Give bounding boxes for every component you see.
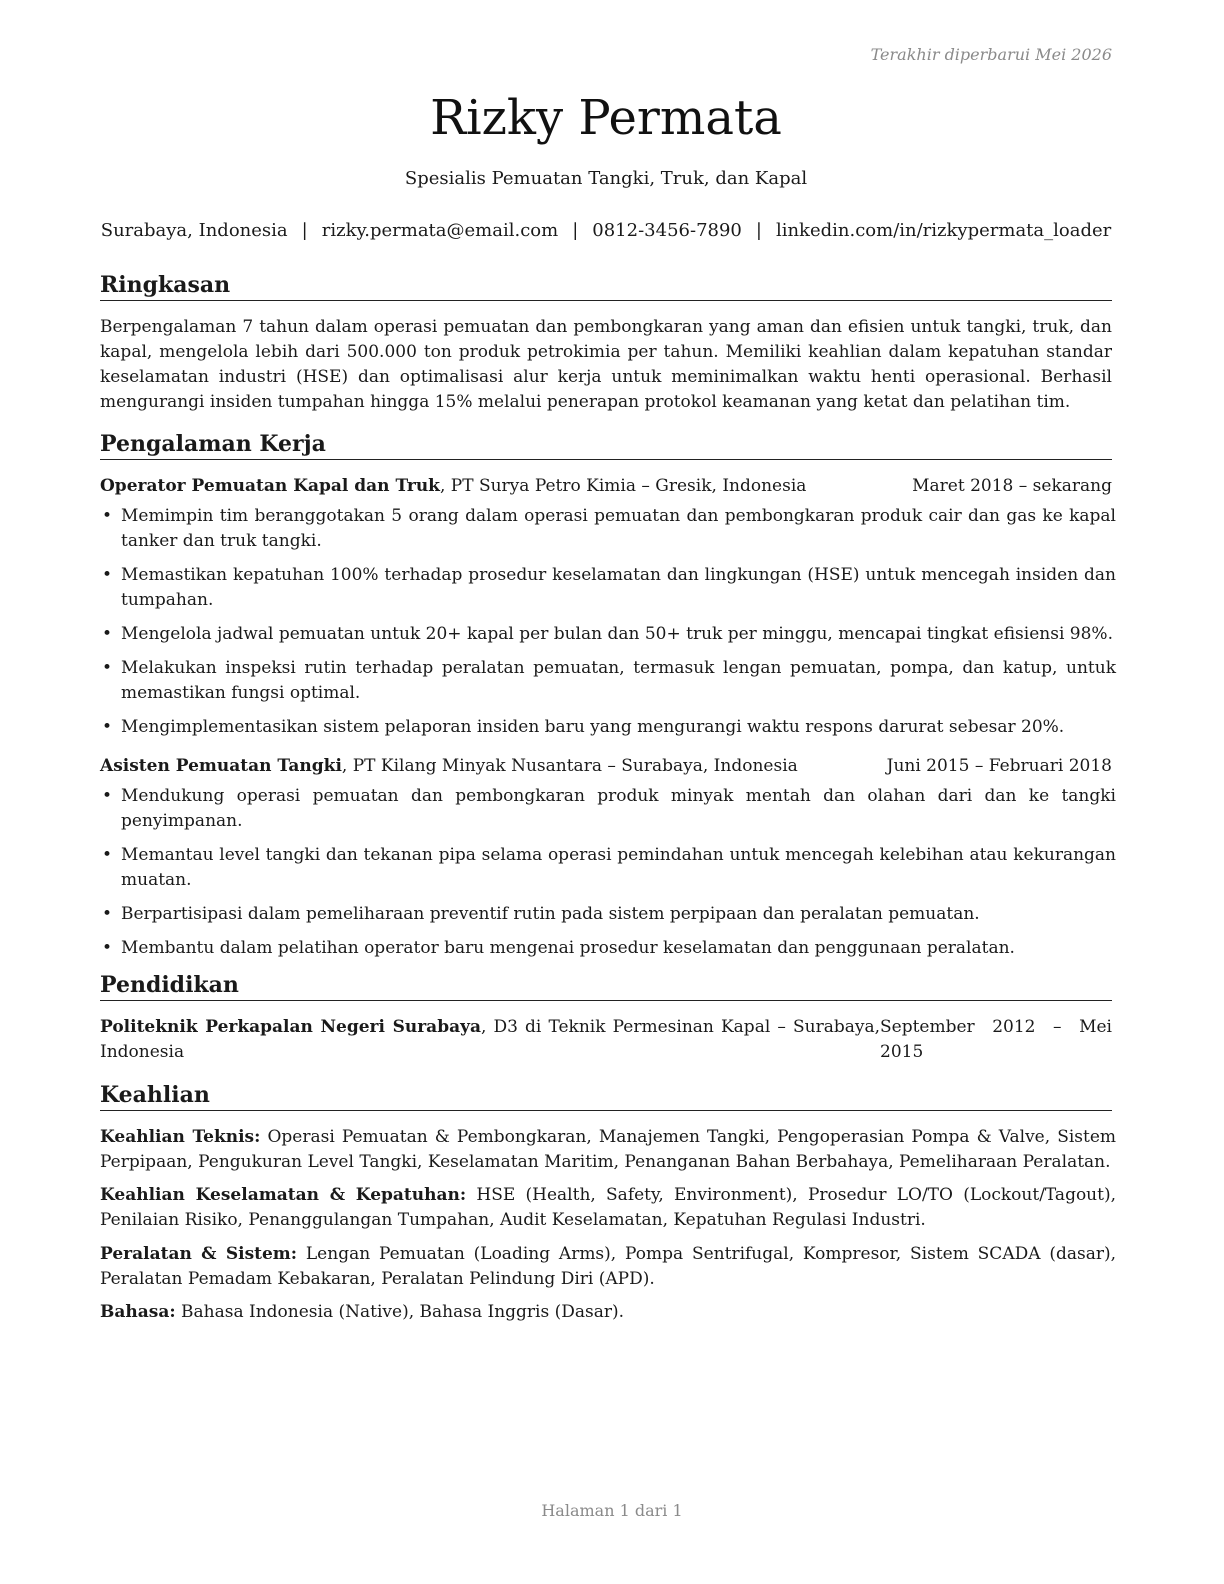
- contact-separator: |: [755, 220, 762, 241]
- bullet-item: [100, 715, 1116, 740]
- contact-location: Surabaya, Indonesia: [100, 220, 288, 241]
- bullet-dot: •: [102, 506, 113, 526]
- candidate-title: Spesialis Pemuatan Tangki, Truk, dan Kapal: [404, 168, 808, 189]
- job-role: Asisten Pemuatan Tangki: [100, 756, 342, 776]
- job-header: [100, 754, 1112, 779]
- education-entry: [100, 1015, 1112, 1065]
- contact-linkedin[interactable]: linkedin.com/in/rizkypermata_loader: [775, 220, 1112, 241]
- skill-label: Keahlian Teknis:: [100, 1127, 261, 1147]
- skill-group: [100, 1183, 1116, 1233]
- bullet-item: [100, 656, 1116, 706]
- skill-text: Lengan Pemuatan (Loading Arms), Pompa Sentrifugal, Kompresor, Sistem SCADA (dasar), Peralatan Pemadam Kebakaran, Peralatan Pelindung Diri (APD).: [100, 1244, 1116, 1289]
- bullet-dot: •: [102, 845, 113, 865]
- job-bullets: [100, 504, 1116, 749]
- job-company: , PT Kilang Minyak Nusantara – Surabaya, Indonesia: [341, 756, 798, 776]
- skill-group: [100, 1300, 1116, 1325]
- bullet-text: Memastikan kepatuhan 100% terhadap prosedur keselamatan dan lingkungan (HSE) untuk mencegah insiden dan tumpahan.: [121, 565, 1116, 610]
- contact-separator: |: [572, 220, 579, 241]
- section-title-experience: Pengalaman Kerja: [100, 429, 1112, 460]
- candidate-name: Rizky Permata: [430, 90, 782, 146]
- skill-label: Peralatan & Sistem:: [100, 1244, 298, 1264]
- section-title-summary: Ringkasan: [100, 270, 1112, 301]
- bullet-dot: •: [102, 624, 113, 644]
- skill-text: Bahasa Indonesia (Native), Bahasa Inggris (Dasar).: [175, 1302, 625, 1322]
- skill-label: Keahlian Keselamatan & Kepatuhan:: [100, 1185, 467, 1205]
- education-school: Politeknik Perkapalan Negeri Surabaya: [100, 1017, 481, 1037]
- skill-text: Operasi Pemuatan & Pembongkaran, Manajemen Tangki, Pengoperasian Pompa & Valve, Sistem Perpipaan, Pengukuran Level Tangki, Keselamatan Maritim, Penanganan Bahan Berbahaya, Pemeliharaan Peralatan.: [100, 1127, 1117, 1172]
- skill-group: [100, 1125, 1116, 1175]
- bullet-item: [100, 622, 1116, 647]
- bullet-dot: •: [102, 786, 113, 806]
- job-dates: Maret 2018 – sekarang: [912, 476, 1112, 496]
- contact-separator: |: [301, 220, 308, 241]
- bullet-text: Mengelola jadwal pemuatan untuk 20+ kapal per bulan dan 50+ truk per minggu, mencapai tingkat efisiensi 98%.: [121, 624, 1113, 644]
- bullet-dot: •: [102, 658, 113, 678]
- bullet-item: [100, 902, 1116, 927]
- job-title-line: [100, 754, 798, 779]
- education-institution: [100, 1015, 880, 1065]
- bullet-dot: •: [102, 717, 113, 737]
- job-dates: Juni 2015 – Februari 2018: [886, 756, 1112, 776]
- bullet-dot: •: [102, 565, 113, 585]
- job-title-line: [100, 474, 806, 499]
- section-title-education: Pendidikan: [100, 970, 1112, 1001]
- bullet-item: [100, 843, 1116, 893]
- section-title-skills: Keahlian: [100, 1080, 1112, 1111]
- bullet-text: Memimpin tim beranggotakan 5 orang dalam operasi pemuatan dan pembongkaran produk cair dan gas ke kapal tanker dan truk tangki.: [121, 506, 1116, 551]
- education-dates: September 2012 – Mei 2015: [880, 1017, 1112, 1062]
- summary-text: Berpengalaman 7 tahun dalam operasi pemuatan dan pembongkaran yang aman dan efisien untuk tangki, truk, dan kapal, mengelola lebih dari 500.000 ton produk petrokimia per tahun. Memiliki keahlian dalam kepatuhan standar keselamatan industri (HSE) dan optimalisasi alur kerja untuk meminimalkan waktu henti operasional. Berhasil mengurangi insiden tumpahan hingga 15% melalui penerapan protokol keamanan yang ketat dan pelatihan tim.: [100, 317, 1112, 412]
- contact-phone: 0812-3456-7890: [592, 220, 742, 241]
- education-detail: , D3 di Teknik Permesinan Kapal – Surabaya, Indonesia: [100, 1017, 880, 1062]
- bullet-text: Memantau level tangki dan tekanan pipa selama operasi pemindahan untuk mencegah kelebihan atau kekurangan muatan.: [121, 845, 1116, 890]
- job-role: Operator Pemuatan Kapal dan Truk: [100, 476, 440, 496]
- page-number: Halaman 1 dari 1: [541, 1501, 683, 1520]
- bullet-item: [100, 504, 1116, 554]
- bullet-text: Melakukan inspeksi rutin terhadap peralatan pemuatan, termasuk lengan pemuatan, pompa, dan katup, untuk memastikan fungsi optimal.: [121, 658, 1116, 703]
- bullet-item: [100, 784, 1116, 834]
- skill-label: Bahasa:: [100, 1302, 176, 1322]
- skill-text: HSE (Health, Safety, Environment), Prosedur LO/TO (Lockout/Tagout), Penilaian Risiko, Penanggulangan Tumpahan, Audit Keselamatan, Kepatuhan Regulasi Industri.: [100, 1185, 1117, 1230]
- bullet-text: Membantu dalam pelatihan operator baru mengenai prosedur keselamatan dan penggunaan peralatan.: [121, 938, 1015, 958]
- bullet-text: Berpartisipasi dalam pemeliharaan preventif rutin pada sistem perpipaan dan peralatan pemuatan.: [121, 904, 980, 924]
- job-header: [100, 474, 1112, 499]
- bullet-text: Mendukung operasi pemuatan dan pembongkaran produk minyak mentah dan olahan dari dan ke tangki penyimpanan.: [121, 786, 1116, 831]
- job-bullets: [100, 784, 1116, 970]
- contact-email[interactable]: rizky.permata@email.com: [321, 220, 559, 241]
- last-updated-note: Terakhir diperbarui Mei 2026: [870, 45, 1112, 64]
- skill-group: [100, 1242, 1116, 1292]
- bullet-dot: •: [102, 904, 113, 924]
- job-company: , PT Surya Petro Kimia – Gresik, Indonesia: [439, 476, 807, 496]
- contact-line: [100, 219, 1112, 243]
- bullet-item: [100, 936, 1116, 961]
- bullet-text: Mengimplementasikan sistem pelaporan insiden baru yang mengurangi waktu respons darurat sebesar 20%.: [121, 717, 1065, 737]
- bullet-dot: •: [102, 938, 113, 958]
- bullet-item: [100, 563, 1116, 613]
